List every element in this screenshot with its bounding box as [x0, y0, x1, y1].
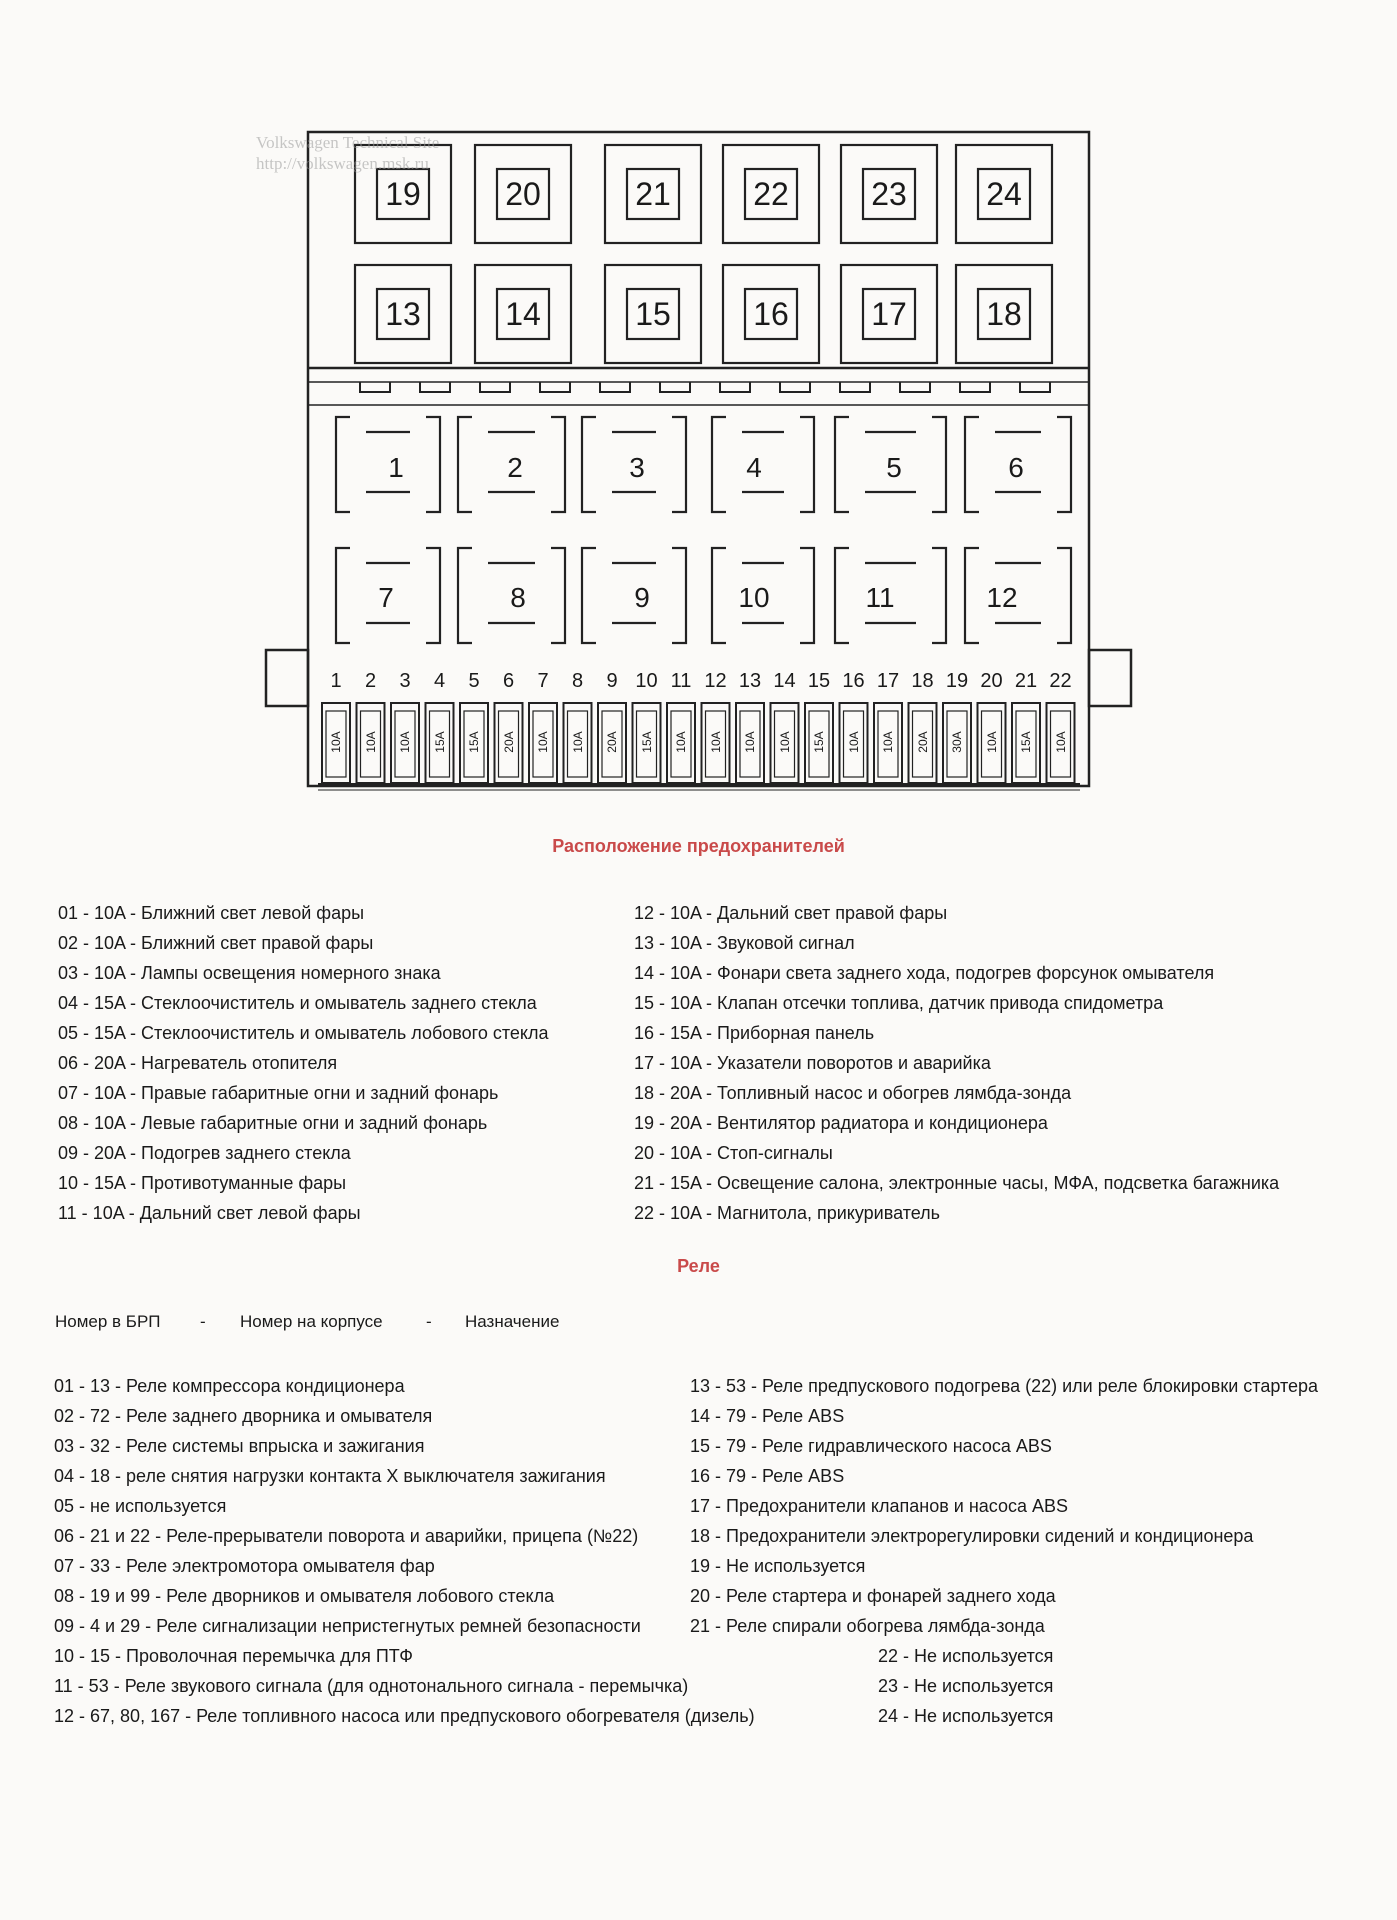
fuse-rating-16: 10A [846, 731, 861, 753]
relay-slot-15: 15 [635, 296, 671, 332]
fuse-item: 10 - 15A - Противотуманные фары [58, 1173, 347, 1193]
fuse-slot-number-12: 12 [704, 670, 727, 692]
socket-bracket-left-11 [835, 548, 849, 643]
fuse-list-left [58, 898, 549, 1228]
relay-item: 10 - 15 - Проволочная перемычка для ПТФ [54, 1646, 413, 1666]
fuse-slot-number-13: 13 [738, 670, 762, 692]
socket-bracket-right-7 [426, 548, 440, 643]
fuse-slot-number-16: 16 [842, 670, 865, 692]
relay-item: 12 - 67, 80, 167 - Реле топливного насоса или предпускового обогревателя (дизель) [54, 1706, 755, 1726]
socket-bracket-left-2 [458, 417, 472, 512]
relay-slot-16: 16 [753, 296, 789, 332]
fuse-slot-number-15: 15 [807, 670, 831, 692]
header-col-3: Назначение [465, 1312, 560, 1331]
header-sep-2: - [426, 1312, 432, 1331]
socket-11: 11 [865, 582, 895, 613]
fuse-rating-17: 10A [881, 731, 895, 753]
fuse-rating-3: 10A [398, 731, 412, 753]
fuse-slot-number-7: 7 [537, 670, 549, 692]
socket-12: 12 [986, 582, 1018, 613]
relay-item: 20 - Реле стартера и фонарей заднего хода [690, 1586, 1056, 1606]
fuse-slot-number-19: 19 [945, 670, 969, 692]
watermark-line-2: http://volkswagen.msk.ru [256, 154, 429, 173]
fuse-rating-18: 20A [915, 731, 930, 753]
socket-bracket-left-9 [582, 548, 596, 643]
fuse-item: 05 - 15A - Стеклоочиститель и омыватель лобового стекла [58, 1023, 549, 1043]
fuse-slot-number-3: 3 [399, 670, 411, 692]
socket-bracket-left-1 [336, 417, 350, 512]
relay-item: 09 - 4 и 29 - Реле сигнализации непристегнутых ремней безопасности [54, 1616, 641, 1636]
fuse-rating-6: 20A [501, 731, 516, 753]
fuse-item: 09 - 20A - Подогрев заднего стекла [58, 1143, 351, 1163]
fuse-slot-number-18: 18 [911, 670, 934, 692]
socket-10: 10 [738, 582, 770, 613]
fuse-box-diagram [0, 0, 1397, 830]
fuse-rating-14: 10A [777, 731, 792, 753]
fuse-slot-number-14: 14 [773, 670, 796, 692]
fuse-item: 06 - 20A - Нагреватель отопителя [58, 1053, 338, 1073]
fuse-item: 04 - 15A - Стеклоочиститель и омыватель заднего стекла [58, 993, 537, 1013]
relay-slot-18: 18 [986, 296, 1022, 332]
relay-item: 19 - Не используется [690, 1556, 866, 1576]
relay-item: 15 - 79 - Реле гидравлического насоса ABS [690, 1436, 1052, 1456]
relay-list-right-tail [878, 1641, 1053, 1731]
fuse-rating-9: 20A [605, 731, 619, 753]
fuse-item: 21 - 15A - Освещение салона, электронные часы, МФА, подсветка багажника [634, 1173, 1280, 1193]
fuse-slot-number-4: 4 [433, 670, 446, 692]
header-col-1: Номер в БРП [55, 1312, 161, 1331]
socket-bracket-left-7 [336, 548, 350, 643]
header-sep-1: - [200, 1312, 206, 1331]
socket-bracket-right-3 [672, 417, 686, 512]
socket-bracket-right-10 [800, 548, 814, 643]
fuse-slot-number-6: 6 [502, 670, 515, 692]
fuse-list-right [634, 898, 1279, 1228]
relay-slot-19: 19 [385, 176, 421, 212]
socket-bracket-right-12 [1057, 548, 1071, 643]
socket-2: 2 [507, 452, 523, 483]
fuse-rating-21: 15A [1019, 731, 1033, 753]
relay-slot-24: 24 [986, 176, 1022, 212]
socket-7: 7 [378, 582, 394, 613]
socket-bracket-right-11 [932, 548, 946, 643]
socket-bracket-right-2 [551, 417, 565, 512]
fuse-slot-number-9: 9 [606, 670, 618, 692]
fuse-slot-number-2: 2 [364, 670, 377, 692]
fuse-rating-2: 10A [363, 731, 378, 753]
fuse-slot-number-17: 17 [876, 670, 900, 692]
fuse-item: 19 - 20A - Вентилятор радиатора и кондиционера [634, 1113, 1048, 1133]
relay-item: 13 - 53 - Реле предпускового подогрева (22) или реле блокировки стартера [690, 1376, 1319, 1396]
fuse-slot-number-1: 1 [330, 670, 342, 692]
fuse-rating-8: 10A [570, 731, 585, 753]
right-mount-tab [1089, 650, 1131, 706]
relay-item: 04 - 18 - реле снятия нагрузки контакта X выключателя зажигания [54, 1466, 606, 1486]
relay-item: 11 - 53 - Реле звукового сигнала (для однотонального сигнала - перемычка) [54, 1676, 689, 1696]
fuse-item: 17 - 10A - Указатели поворотов и аварийка [634, 1053, 991, 1073]
socket-4: 4 [746, 452, 762, 483]
relay-slot-20: 20 [505, 176, 541, 212]
fuse-item: 14 - 10A - Фонари света заднего хода, подогрев форсунок омывателя [634, 963, 1215, 983]
socket-bracket-right-5 [932, 417, 946, 512]
fuse-rating-7: 10A [536, 731, 550, 753]
relay-slot-23: 23 [871, 176, 907, 212]
fuse-item: 20 - 10A - Стоп-сигналы [634, 1143, 833, 1163]
header-col-2: Номер на корпусе [240, 1312, 383, 1331]
relay-item: 05 - не используется [54, 1496, 227, 1516]
relay-item: 14 - 79 - Реле ABS [690, 1406, 845, 1426]
fuse-rating-15: 15A [812, 731, 826, 753]
fuse-item: 16 - 15A - Приборная панель [634, 1023, 875, 1043]
fuse-item: 07 - 10A - Правые габаритные огни и задний фонарь [58, 1083, 499, 1103]
fuse-rating-11: 10A [674, 731, 688, 753]
relay-slot-22: 22 [753, 176, 789, 212]
socket-bracket-right-6 [1057, 417, 1071, 512]
fuse-item: 18 - 20A - Топливный насос и обогрев лямбда-зонда [634, 1083, 1072, 1103]
fuse-box-drawing [0, 0, 1397, 830]
fuse-item: 15 - 10A - Клапан отсечки топлива, датчик привода спидометра [634, 993, 1164, 1013]
fuse-item: 01 - 10A - Ближний свет левой фары [58, 903, 365, 923]
socket-5: 5 [886, 452, 902, 483]
relay-item: 06 - 21 и 22 - Реле-прерыватели поворота и аварийки, прицепа (№22) [54, 1526, 639, 1546]
left-mount-tab [266, 650, 308, 706]
fuse-slot-number-20: 20 [980, 670, 1003, 692]
fuse-rating-19: 30A [950, 731, 964, 753]
fuse-slot-number-22: 22 [1049, 670, 1072, 692]
socket-bracket-left-3 [582, 417, 596, 512]
fuse-slot-number-11: 11 [670, 670, 692, 692]
fuse-rating-13: 10A [743, 731, 757, 753]
relay-item: 16 - 79 - Реле ABS [690, 1466, 845, 1486]
relay-item: 18 - Предохранители электрорегулировки сидений и кондиционера [690, 1526, 1254, 1546]
relay-item: 17 - Предохранители клапанов и насоса ABS [690, 1496, 1069, 1516]
socket-8: 8 [510, 582, 526, 613]
fuse-slot-number-21: 21 [1014, 670, 1038, 692]
fuse-rating-20: 10A [984, 731, 999, 753]
fuse-rating-5: 15A [467, 731, 481, 753]
fuse-item: 02 - 10A - Ближний свет правой фары [58, 933, 374, 953]
relay-item: 02 - 72 - Реле заднего дворника и омывателя [54, 1406, 433, 1426]
fuse-slot-number-10: 10 [635, 670, 658, 692]
socket-bracket-left-6 [965, 417, 979, 512]
fuse-item: 08 - 10A - Левые габаритные огни и задний фонарь [58, 1113, 488, 1133]
fuse-rating-4: 15A [432, 731, 447, 753]
watermark [256, 132, 439, 174]
fuse-item: 13 - 10A - Звуковой сигнал [634, 933, 855, 953]
watermark-line-1: Volkswagen Technical Site [256, 133, 440, 152]
fuse-rating-10: 15A [639, 731, 654, 753]
relay-list-right [690, 1371, 1318, 1641]
fuses-title: Расположение предохранителей [552, 836, 845, 856]
relay-slot-13: 13 [385, 296, 421, 332]
fuse-rating-12: 10A [708, 731, 723, 753]
relay-item: 07 - 33 - Реле электромотора омывателя фар [54, 1556, 435, 1576]
socket-9: 9 [634, 582, 650, 613]
fuse-item: 03 - 10A - Лампы освещения номерного знака [58, 963, 441, 983]
socket-6: 6 [1008, 452, 1024, 483]
fuse-rating-1: 10A [329, 731, 343, 753]
socket-bracket-right-8 [551, 548, 565, 643]
socket-3: 3 [629, 452, 645, 483]
relay-item: 24 - Не используется [878, 1706, 1054, 1726]
relay-item: 22 - Не используется [878, 1646, 1054, 1666]
relays-title: Реле [677, 1256, 720, 1276]
fuse-item: 11 - 10A - Дальний свет левой фары [58, 1203, 361, 1223]
socket-bracket-right-9 [672, 548, 686, 643]
fuse-rating-22: 10A [1053, 731, 1068, 753]
relay-item: 01 - 13 - Реле компрессора кондиционера [54, 1376, 405, 1396]
socket-1: 1 [388, 452, 404, 483]
fuse-item: 12 - 10A - Дальний свет правой фары [634, 903, 948, 923]
fuse-slot-number-5: 5 [468, 670, 480, 692]
socket-bracket-right-4 [800, 417, 814, 512]
relay-item: 23 - Не используется [878, 1676, 1054, 1696]
socket-bracket-right-1 [426, 417, 440, 512]
socket-bracket-left-8 [458, 548, 472, 643]
relay-item: 21 - Реле спирали обогрева лямбда-зонда [690, 1616, 1045, 1636]
socket-bracket-left-5 [835, 417, 849, 512]
relay-slot-21: 21 [635, 176, 671, 212]
fuse-slot-number-8: 8 [571, 670, 584, 692]
relay-slot-14: 14 [505, 296, 541, 332]
relay-item: 03 - 32 - Реле системы впрыска и зажигания [54, 1436, 425, 1456]
fuse-item: 22 - 10A - Магнитола, прикуриватель [634, 1203, 941, 1223]
relay-item: 08 - 19 и 99 - Реле дворников и омывателя лобового стекла [54, 1586, 555, 1606]
relay-list-left [54, 1371, 755, 1731]
relay-slot-17: 17 [871, 296, 907, 332]
